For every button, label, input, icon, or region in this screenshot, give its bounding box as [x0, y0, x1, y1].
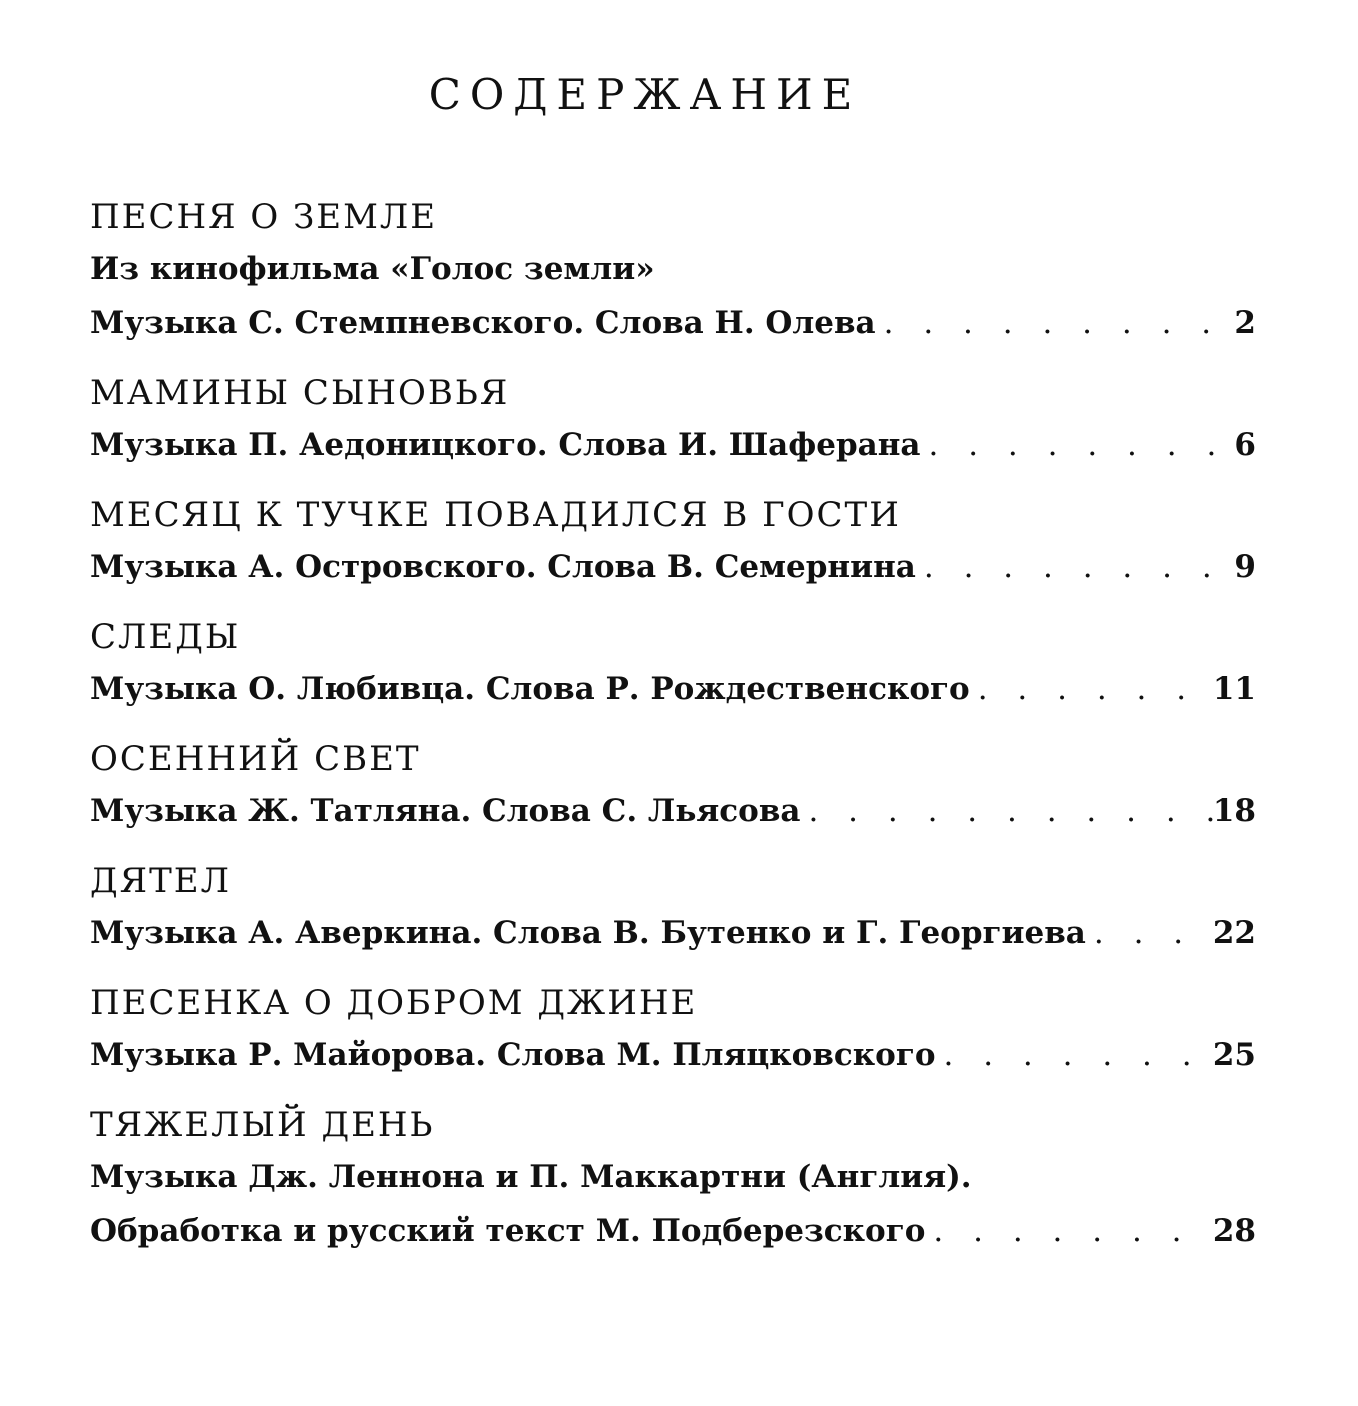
dot-leader: [925, 1204, 1212, 1258]
credits-line[interactable]: [90, 1028, 1256, 1082]
toc-entry: [90, 1100, 1256, 1258]
song-title: СЛЕДЫ: [90, 617, 241, 657]
song-credits: Музыка С. Стемпневского. Слова Н. Олева: [90, 305, 876, 341]
toc-entry: [90, 490, 1256, 594]
song-subtitle: Из кинофильма «Голос земли»: [90, 251, 655, 287]
page-number: 22: [1212, 915, 1256, 951]
song-title: МАМИНЫ СЫНОВЬЯ: [90, 373, 510, 413]
song-title: МЕСЯЦ К ТУЧКЕ ПОВАДИЛСЯ В ГОСТИ: [90, 495, 901, 535]
song-credits: Музыка А. Аверкина. Слова В. Бутенко и Г. Георгиева: [90, 915, 1086, 951]
song-credits: Музыка А. Островского. Слова В. Семернина: [90, 549, 916, 585]
credits-line[interactable]: [90, 784, 1256, 838]
page-number: 2: [1234, 305, 1256, 341]
song-credits: Музыка О. Любивца. Слова Р. Рождественского: [90, 671, 970, 707]
table-of-contents: [90, 192, 1256, 1276]
song-subtitle-line: [90, 242, 1256, 296]
song-credits: Музыка Р. Майорова. Слова М. Пляцковского: [90, 1037, 936, 1073]
toc-entry: [90, 192, 1256, 350]
dot-leader: [800, 784, 1212, 838]
song-credits: Музыка Ж. Татляна. Слова С. Льясова: [90, 793, 801, 829]
dot-leader: [876, 296, 1220, 350]
credits-line[interactable]: [90, 906, 1256, 960]
dot-leader: [916, 540, 1220, 594]
toc-entry: [90, 734, 1256, 838]
toc-entry: [90, 856, 1256, 960]
page-number: 6: [1234, 427, 1256, 463]
song-credits: Музыка П. Аедоницкого. Слова И. Шаферана: [90, 427, 921, 463]
dot-leader: [936, 1028, 1213, 1082]
song-title: ПЕСНЯ О ЗЕМЛЕ: [90, 197, 438, 237]
page-number: 18: [1212, 793, 1256, 829]
page-title: СОДЕРЖАНИЕ: [428, 70, 862, 119]
song-title: ОСЕННИЙ СВЕТ: [90, 739, 421, 779]
credits-line[interactable]: [90, 418, 1256, 472]
credits-line[interactable]: [90, 1204, 1256, 1258]
credits-line[interactable]: [90, 540, 1256, 594]
song-title: ТЯЖЕЛЫЙ ДЕНЬ: [90, 1105, 435, 1145]
song-title: ПЕСЕНКА О ДОБРОМ ДЖИНЕ: [90, 983, 698, 1023]
page-number: 11: [1212, 671, 1256, 707]
toc-entry: [90, 978, 1256, 1082]
dot-leader: [920, 418, 1220, 472]
dot-leader: [970, 662, 1213, 716]
credits-line[interactable]: [90, 296, 1256, 350]
dot-leader: [1086, 906, 1213, 960]
page-number: 25: [1212, 1037, 1256, 1073]
page-number: 28: [1212, 1213, 1256, 1249]
toc-entry: [90, 612, 1256, 716]
credits-line[interactable]: [90, 662, 1256, 716]
song-title: ДЯТЕЛ: [90, 861, 231, 901]
song-subtitle-line: [90, 1150, 1256, 1204]
toc-entry: [90, 368, 1256, 472]
song-subtitle: Музыка Дж. Леннона и П. Маккартни (Англия).: [90, 1159, 972, 1195]
page-number: 9: [1234, 549, 1256, 585]
song-credits: Обработка и русский текст М. Подберезского: [90, 1213, 926, 1249]
